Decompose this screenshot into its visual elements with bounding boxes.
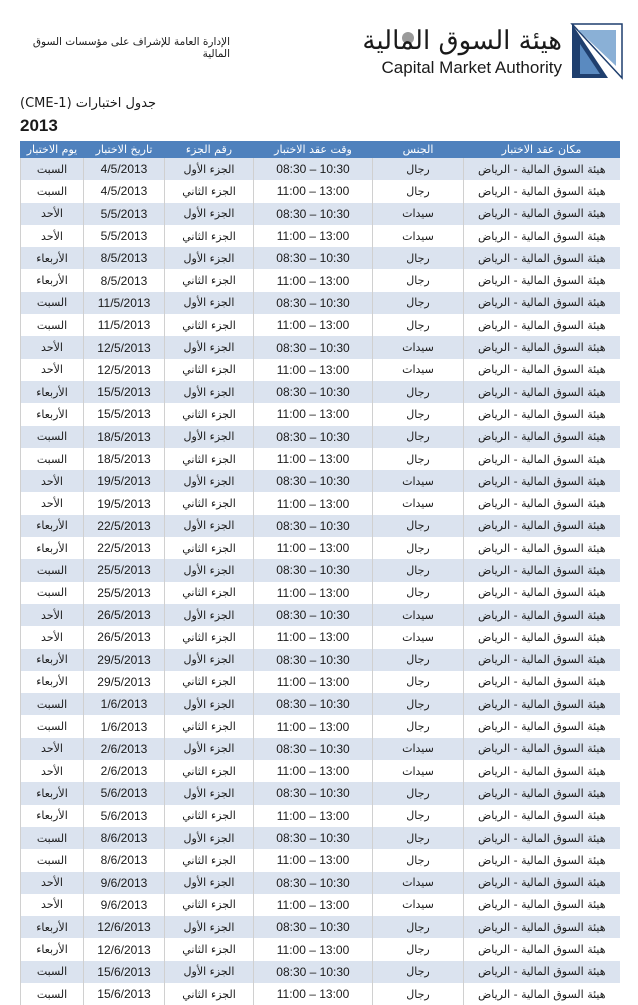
cell-date: 25/5/2013 — [84, 559, 165, 581]
column-header-part: رقم الجزء — [165, 142, 254, 158]
table-row — [21, 715, 620, 737]
cell-day: الأحد — [21, 470, 84, 492]
cell-place: هيئة السوق المالية - الرياض — [464, 872, 620, 894]
table-row — [21, 604, 620, 626]
cell-gender: رجال — [373, 426, 464, 448]
cell-time: 08:30 – 10:30 — [254, 203, 373, 225]
cell-date: 22/5/2013 — [84, 515, 165, 537]
column-header-time: وقت عقد الاختبار — [254, 142, 373, 158]
table-row — [21, 938, 620, 960]
cell-part: الجزء الأول — [165, 292, 254, 314]
cell-gender: رجال — [373, 805, 464, 827]
cell-date: 2/6/2013 — [84, 738, 165, 760]
cell-day: السبت — [21, 693, 84, 715]
cell-time: 11:00 – 13:00 — [254, 983, 373, 1005]
cell-part: الجزء الأول — [165, 336, 254, 358]
cell-day: الأربعاء — [21, 938, 84, 960]
cell-time: 11:00 – 13:00 — [254, 894, 373, 916]
cell-time: 08:30 – 10:30 — [254, 604, 373, 626]
cell-place: هيئة السوق المالية - الرياض — [464, 849, 620, 871]
cell-time: 08:30 – 10:30 — [254, 872, 373, 894]
cell-time: 11:00 – 13:00 — [254, 715, 373, 737]
table-row — [21, 314, 620, 336]
table-row — [21, 671, 620, 693]
authority-name-arabic: هيئة السوق المالية — [362, 26, 562, 56]
cell-time: 08:30 – 10:30 — [254, 247, 373, 269]
cell-day: السبت — [21, 180, 84, 202]
cell-part: الجزء الثاني — [165, 626, 254, 648]
cell-part: الجزء الأول — [165, 738, 254, 760]
cell-gender: رجال — [373, 448, 464, 470]
cell-time: 11:00 – 13:00 — [254, 225, 373, 247]
cell-place: هيئة السوق المالية - الرياض — [464, 671, 620, 693]
cell-time: 08:30 – 10:30 — [254, 693, 373, 715]
cell-time: 08:30 – 10:30 — [254, 559, 373, 581]
cell-date: 4/5/2013 — [84, 180, 165, 202]
cell-day: السبت — [21, 448, 84, 470]
cell-gender: سيدات — [373, 203, 464, 225]
cell-gender: رجال — [373, 782, 464, 804]
authority-name-english: Capital Market Authority — [382, 58, 562, 78]
cell-date: 19/5/2013 — [84, 470, 165, 492]
cell-place: هيئة السوق المالية - الرياض — [464, 247, 620, 269]
cell-date: 9/6/2013 — [84, 894, 165, 916]
cell-part: الجزء الثاني — [165, 403, 254, 425]
cell-day: السبت — [21, 158, 84, 181]
cell-date: 22/5/2013 — [84, 537, 165, 559]
cell-date: 5/5/2013 — [84, 225, 165, 247]
cell-time: 11:00 – 13:00 — [254, 537, 373, 559]
cell-time: 08:30 – 10:30 — [254, 782, 373, 804]
cell-part: الجزء الأول — [165, 872, 254, 894]
cell-gender: رجال — [373, 314, 464, 336]
table-row — [21, 225, 620, 247]
table-row — [21, 894, 620, 916]
cell-gender: رجال — [373, 961, 464, 983]
cell-part: الجزء الثاني — [165, 537, 254, 559]
cell-time: 11:00 – 13:00 — [254, 269, 373, 291]
cell-place: هيئة السوق المالية - الرياض — [464, 805, 620, 827]
cell-time: 08:30 – 10:30 — [254, 649, 373, 671]
cell-place: هيئة السوق المالية - الرياض — [464, 158, 620, 181]
cell-date: 8/6/2013 — [84, 849, 165, 871]
cell-date: 8/6/2013 — [84, 827, 165, 849]
cell-time: 08:30 – 10:30 — [254, 292, 373, 314]
table-row — [21, 827, 620, 849]
cell-day: الأربعاء — [21, 403, 84, 425]
cell-gender: رجال — [373, 537, 464, 559]
cell-day: السبت — [21, 582, 84, 604]
cell-part: الجزء الأول — [165, 158, 254, 181]
cell-gender: سيدات — [373, 760, 464, 782]
column-header-day: يوم الاختبار — [21, 142, 84, 158]
cell-day: السبت — [21, 559, 84, 581]
cell-date: 5/6/2013 — [84, 782, 165, 804]
cell-day: السبت — [21, 426, 84, 448]
cell-day: الأحد — [21, 604, 84, 626]
cell-gender: رجال — [373, 180, 464, 202]
exam-schedule-table — [20, 141, 620, 1005]
cell-date: 19/5/2013 — [84, 492, 165, 514]
cell-place: هيئة السوق المالية - الرياض — [464, 782, 620, 804]
cell-place: هيئة السوق المالية - الرياض — [464, 649, 620, 671]
cell-date: 25/5/2013 — [84, 582, 165, 604]
table-body — [21, 158, 620, 1005]
cell-day: السبت — [21, 983, 84, 1005]
cell-gender: رجال — [373, 827, 464, 849]
cell-day: الأحد — [21, 225, 84, 247]
cell-time: 08:30 – 10:30 — [254, 381, 373, 403]
cell-day: السبت — [21, 314, 84, 336]
cell-date: 5/6/2013 — [84, 805, 165, 827]
cell-place: هيئة السوق المالية - الرياض — [464, 582, 620, 604]
cell-time: 08:30 – 10:30 — [254, 738, 373, 760]
cell-part: الجزء الأول — [165, 470, 254, 492]
cell-day: الأحد — [21, 492, 84, 514]
cell-part: الجزء الثاني — [165, 314, 254, 336]
table-row — [21, 559, 620, 581]
year-heading: 2013 — [20, 116, 58, 136]
cell-day: الأربعاء — [21, 916, 84, 938]
cell-place: هيئة السوق المالية - الرياض — [464, 938, 620, 960]
cell-date: 8/5/2013 — [84, 269, 165, 291]
cell-place: هيئة السوق المالية - الرياض — [464, 626, 620, 648]
table-row — [21, 359, 620, 381]
cell-place: هيئة السوق المالية - الرياض — [464, 470, 620, 492]
cell-place: هيئة السوق المالية - الرياض — [464, 203, 620, 225]
cell-time: 08:30 – 10:30 — [254, 470, 373, 492]
cell-gender: سيدات — [373, 470, 464, 492]
table-row — [21, 916, 620, 938]
table-title: جدول اختبارات (CME-1) — [20, 96, 156, 111]
cell-part: الجزء الثاني — [165, 359, 254, 381]
cell-place: هيئة السوق المالية - الرياض — [464, 760, 620, 782]
cell-place: هيئة السوق المالية - الرياض — [464, 269, 620, 291]
cell-day: الأربعاء — [21, 537, 84, 559]
cell-day: الأحد — [21, 626, 84, 648]
cell-day: الأربعاء — [21, 247, 84, 269]
cell-day: الأحد — [21, 760, 84, 782]
cell-part: الجزء الثاني — [165, 671, 254, 693]
cell-gender: سيدات — [373, 738, 464, 760]
cell-part: الجزء الأول — [165, 649, 254, 671]
cell-day: السبت — [21, 827, 84, 849]
cell-time: 11:00 – 13:00 — [254, 760, 373, 782]
cell-place: هيئة السوق المالية - الرياض — [464, 693, 620, 715]
cell-day: الأحد — [21, 336, 84, 358]
cell-part: الجزء الثاني — [165, 938, 254, 960]
cell-part: الجزء الأول — [165, 961, 254, 983]
cell-gender: رجال — [373, 559, 464, 581]
cell-date: 29/5/2013 — [84, 671, 165, 693]
department-name: الإدارة العامة للإشراف على مؤسسات السوق المالية — [20, 36, 230, 60]
cell-part: الجزء الأول — [165, 559, 254, 581]
cell-place: هيئة السوق المالية - الرياض — [464, 559, 620, 581]
cell-place: هيئة السوق المالية - الرياض — [464, 916, 620, 938]
cell-part: الجزء الأول — [165, 827, 254, 849]
cell-time: 08:30 – 10:30 — [254, 515, 373, 537]
cell-gender: رجال — [373, 849, 464, 871]
cell-date: 11/5/2013 — [84, 292, 165, 314]
cell-date: 2/6/2013 — [84, 760, 165, 782]
cell-place: هيئة السوق المالية - الرياض — [464, 827, 620, 849]
table-row — [21, 782, 620, 804]
table-row — [21, 292, 620, 314]
cell-date: 15/5/2013 — [84, 403, 165, 425]
cell-gender: سيدات — [373, 225, 464, 247]
cell-date: 18/5/2013 — [84, 426, 165, 448]
cell-day: الأربعاء — [21, 671, 84, 693]
table-row — [21, 426, 620, 448]
table-row — [21, 381, 620, 403]
cell-part: الجزء الأول — [165, 203, 254, 225]
cell-part: الجزء الثاني — [165, 225, 254, 247]
table-row — [21, 247, 620, 269]
cell-time: 08:30 – 10:30 — [254, 426, 373, 448]
cell-date: 5/5/2013 — [84, 203, 165, 225]
cell-part: الجزء الثاني — [165, 849, 254, 871]
cell-time: 08:30 – 10:30 — [254, 916, 373, 938]
cell-time: 11:00 – 13:00 — [254, 314, 373, 336]
cell-place: هيئة السوق المالية - الرياض — [464, 426, 620, 448]
column-header-place: مكان عقد الاختبار — [464, 142, 620, 158]
cell-time: 11:00 – 13:00 — [254, 849, 373, 871]
cell-place: هيئة السوق المالية - الرياض — [464, 403, 620, 425]
cell-gender: رجال — [373, 247, 464, 269]
cell-gender: رجال — [373, 582, 464, 604]
cell-day: السبت — [21, 292, 84, 314]
cell-date: 12/5/2013 — [84, 359, 165, 381]
cell-time: 11:00 – 13:00 — [254, 938, 373, 960]
cell-gender: رجال — [373, 649, 464, 671]
cell-time: 11:00 – 13:00 — [254, 582, 373, 604]
cell-date: 9/6/2013 — [84, 872, 165, 894]
table-row — [21, 760, 620, 782]
cell-date: 12/5/2013 — [84, 336, 165, 358]
cell-place: هيئة السوق المالية - الرياض — [464, 314, 620, 336]
cell-time: 11:00 – 13:00 — [254, 671, 373, 693]
cell-place: هيئة السوق المالية - الرياض — [464, 604, 620, 626]
table-row — [21, 626, 620, 648]
cell-place: هيئة السوق المالية - الرياض — [464, 738, 620, 760]
cell-gender: سيدات — [373, 604, 464, 626]
table-row — [21, 492, 620, 514]
cell-date: 15/6/2013 — [84, 983, 165, 1005]
cell-part: الجزء الأول — [165, 604, 254, 626]
cma-logo-icon — [570, 22, 624, 80]
column-header-date: تاريخ الاختبار — [84, 142, 165, 158]
cell-gender: رجال — [373, 515, 464, 537]
cell-gender: رجال — [373, 671, 464, 693]
cell-day: الأربعاء — [21, 805, 84, 827]
cell-time: 11:00 – 13:00 — [254, 359, 373, 381]
cell-gender: رجال — [373, 693, 464, 715]
cell-date: 18/5/2013 — [84, 448, 165, 470]
cell-day: الأربعاء — [21, 381, 84, 403]
cell-date: 1/6/2013 — [84, 715, 165, 737]
cell-time: 11:00 – 13:00 — [254, 492, 373, 514]
cell-date: 15/6/2013 — [84, 961, 165, 983]
cell-gender: سيدات — [373, 626, 464, 648]
cell-part: الجزء الثاني — [165, 894, 254, 916]
cell-part: الجزء الثاني — [165, 805, 254, 827]
cell-part: الجزء الأول — [165, 515, 254, 537]
table-row — [21, 537, 620, 559]
cell-gender: رجال — [373, 158, 464, 181]
table-row — [21, 961, 620, 983]
table-row — [21, 849, 620, 871]
cell-gender: رجال — [373, 403, 464, 425]
table-row — [21, 448, 620, 470]
cell-time: 08:30 – 10:30 — [254, 827, 373, 849]
cell-gender: سيدات — [373, 492, 464, 514]
cell-place: هيئة السوق المالية - الرياض — [464, 537, 620, 559]
cell-day: الأحد — [21, 872, 84, 894]
table-row — [21, 180, 620, 202]
cell-date: 29/5/2013 — [84, 649, 165, 671]
cell-part: الجزء الثاني — [165, 715, 254, 737]
cell-gender: سيدات — [373, 872, 464, 894]
cell-place: هيئة السوق المالية - الرياض — [464, 292, 620, 314]
cell-part: الجزء الثاني — [165, 448, 254, 470]
cell-day: الأربعاء — [21, 269, 84, 291]
cell-date: 12/6/2013 — [84, 916, 165, 938]
cell-part: الجزء الأول — [165, 247, 254, 269]
cell-date: 12/6/2013 — [84, 938, 165, 960]
table-row — [21, 515, 620, 537]
cell-gender: رجال — [373, 983, 464, 1005]
table-row — [21, 983, 620, 1005]
table-row — [21, 203, 620, 225]
cell-place: هيئة السوق المالية - الرياض — [464, 515, 620, 537]
cell-day: الأحد — [21, 359, 84, 381]
cell-date: 4/5/2013 — [84, 158, 165, 181]
authority-logo — [354, 22, 624, 82]
cell-place: هيئة السوق المالية - الرياض — [464, 359, 620, 381]
table-row — [21, 693, 620, 715]
cell-gender: رجال — [373, 292, 464, 314]
cell-place: هيئة السوق المالية - الرياض — [464, 225, 620, 247]
cell-date: 8/5/2013 — [84, 247, 165, 269]
table-header-row — [21, 142, 620, 158]
cell-part: الجزء الثاني — [165, 269, 254, 291]
cell-place: هيئة السوق المالية - الرياض — [464, 894, 620, 916]
table-row — [21, 336, 620, 358]
column-header-gender: الجنس — [373, 142, 464, 158]
cell-part: الجزء الثاني — [165, 760, 254, 782]
cell-time: 11:00 – 13:00 — [254, 403, 373, 425]
cell-part: الجزء الثاني — [165, 582, 254, 604]
table-row — [21, 582, 620, 604]
cell-gender: رجال — [373, 715, 464, 737]
cell-gender: سيدات — [373, 894, 464, 916]
cell-place: هيئة السوق المالية - الرياض — [464, 336, 620, 358]
cell-day: الأحد — [21, 203, 84, 225]
cell-place: هيئة السوق المالية - الرياض — [464, 381, 620, 403]
cell-gender: رجال — [373, 916, 464, 938]
table-row — [21, 738, 620, 760]
cell-day: السبت — [21, 849, 84, 871]
cell-part: الجزء الأول — [165, 693, 254, 715]
cell-part: الجزء الأول — [165, 782, 254, 804]
table-row — [21, 872, 620, 894]
cell-part: الجزء الثاني — [165, 492, 254, 514]
table-row — [21, 269, 620, 291]
cell-day: الأربعاء — [21, 782, 84, 804]
cell-place: هيئة السوق المالية - الرياض — [464, 961, 620, 983]
cell-part: الجزء الثاني — [165, 180, 254, 202]
cell-part: الجزء الأول — [165, 916, 254, 938]
table-row — [21, 805, 620, 827]
cell-day: الأحد — [21, 738, 84, 760]
cell-date: 26/5/2013 — [84, 626, 165, 648]
cell-gender: رجال — [373, 381, 464, 403]
cell-gender: رجال — [373, 938, 464, 960]
cell-time: 11:00 – 13:00 — [254, 448, 373, 470]
cell-gender: رجال — [373, 269, 464, 291]
cell-part: الجزء الثاني — [165, 983, 254, 1005]
cell-time: 11:00 – 13:00 — [254, 180, 373, 202]
cell-date: 26/5/2013 — [84, 604, 165, 626]
cell-day: السبت — [21, 715, 84, 737]
cell-place: هيئة السوق المالية - الرياض — [464, 448, 620, 470]
table-row — [21, 649, 620, 671]
cell-part: الجزء الأول — [165, 381, 254, 403]
cell-gender: سيدات — [373, 359, 464, 381]
cell-time: 08:30 – 10:30 — [254, 961, 373, 983]
table-row — [21, 158, 620, 181]
cell-place: هيئة السوق المالية - الرياض — [464, 180, 620, 202]
cell-time: 11:00 – 13:00 — [254, 626, 373, 648]
cell-day: الأربعاء — [21, 649, 84, 671]
cell-time: 08:30 – 10:30 — [254, 158, 373, 181]
cell-date: 11/5/2013 — [84, 314, 165, 336]
cell-gender: سيدات — [373, 336, 464, 358]
cell-day: الأربعاء — [21, 515, 84, 537]
cell-day: السبت — [21, 961, 84, 983]
cell-part: الجزء الأول — [165, 426, 254, 448]
cell-date: 15/5/2013 — [84, 381, 165, 403]
table-row — [21, 470, 620, 492]
cell-time: 11:00 – 13:00 — [254, 805, 373, 827]
cell-place: هيئة السوق المالية - الرياض — [464, 983, 620, 1005]
cell-place: هيئة السوق المالية - الرياض — [464, 715, 620, 737]
cell-place: هيئة السوق المالية - الرياض — [464, 492, 620, 514]
cell-date: 1/6/2013 — [84, 693, 165, 715]
cell-time: 08:30 – 10:30 — [254, 336, 373, 358]
table-row — [21, 403, 620, 425]
cell-day: الأحد — [21, 894, 84, 916]
